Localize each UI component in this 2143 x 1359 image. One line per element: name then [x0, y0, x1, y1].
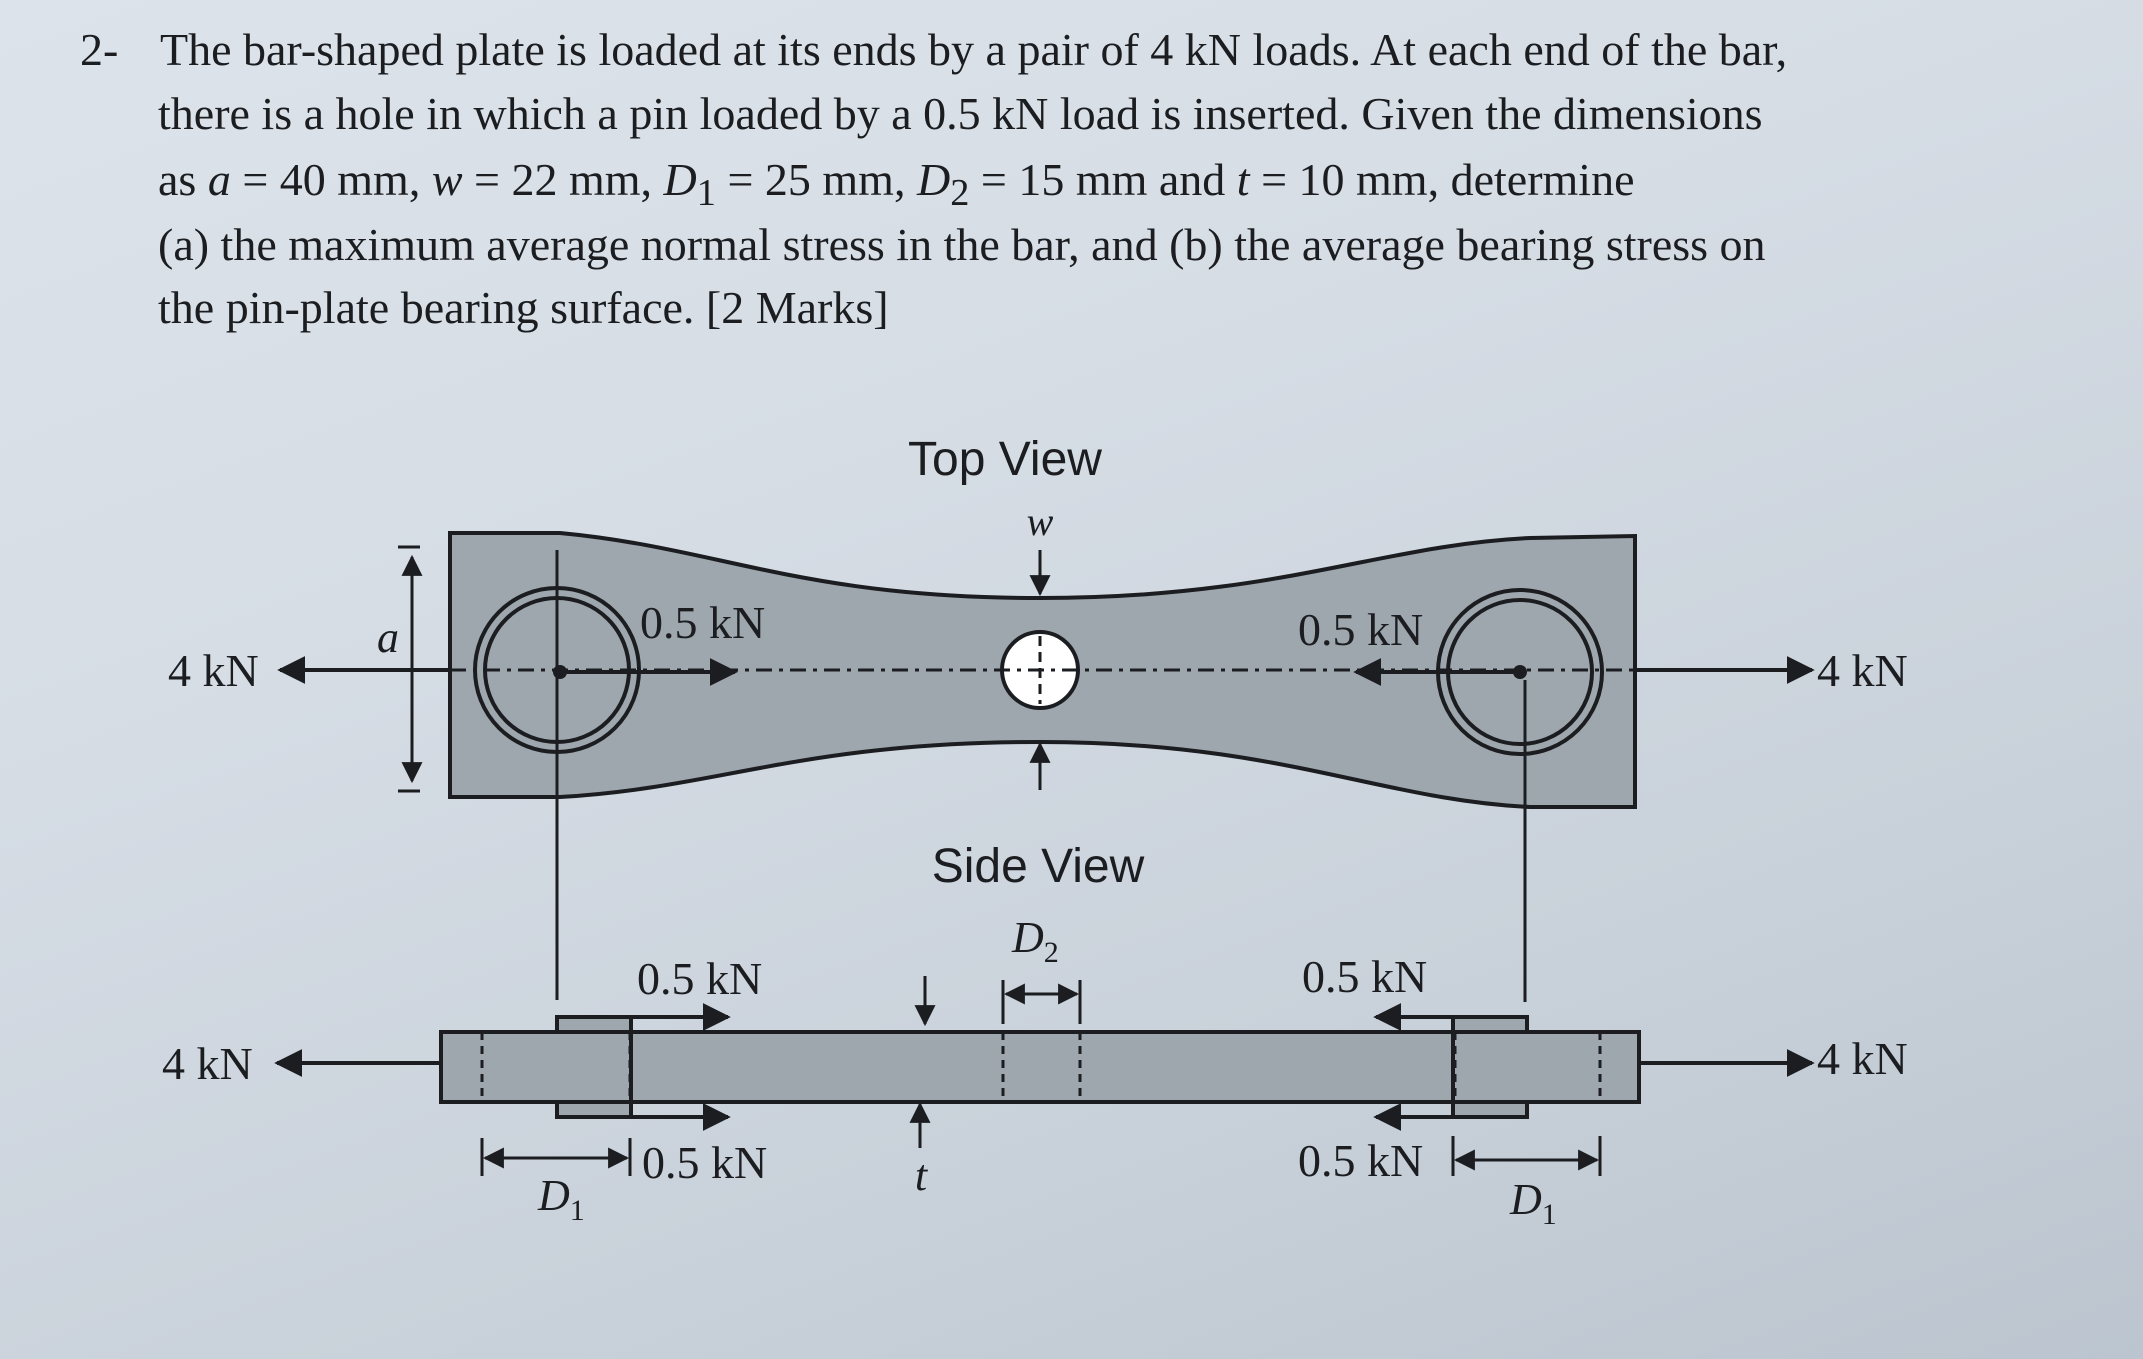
load-4kn-side-left-label: 4 kN [162, 1038, 253, 1089]
d1-label-left: D [538, 1171, 570, 1220]
t-label: t [914, 1151, 928, 1200]
problem-line-5: the pin-plate bearing surface. [2 Marks] [158, 282, 889, 333]
problem-line-4: (a) the maximum average normal stress in the bar, and (b) the average bearing stress on [158, 219, 1766, 270]
svg-text:D2: $D_2$ [1012, 913, 1059, 969]
load-4kn-top-left-label: 4 kN [168, 645, 259, 696]
problem-number: 2- [80, 24, 119, 75]
svg-text:D1: $D_1$ [538, 1171, 585, 1227]
pin-load-side-lower-left-label: 0.5 kN [642, 1137, 768, 1188]
pin-load-top-right-label: 0.5 kN [1298, 604, 1424, 655]
top-view-title: Top View [908, 433, 1102, 486]
pin-load-side-lower-right-label: 0.5 kN [1298, 1135, 1424, 1186]
d2-label: D [1012, 913, 1044, 962]
load-4kn-top-right-label: 4 kN [1817, 645, 1908, 696]
d1-label-right: D [1510, 1175, 1542, 1224]
problem-line-3: as a = 40 mm, w = 22 mm, $D_1 = 25$ mm, $D_2 = 15$ mm and t = 10 mm, determine [158, 154, 1635, 215]
w-label: w [1026, 499, 1054, 544]
problem-line-1: The bar-shaped plate is loaded at its ends by a pair of 4 kN loads. At each end of the bar, [160, 24, 1788, 75]
load-4kn-side-right-label: 4 kN [1817, 1033, 1908, 1084]
svg-text:D1: $D_1$ [1510, 1175, 1557, 1231]
side-view-title: Side View [931, 840, 1145, 893]
problem-line-2: there is a hole in which a pin loaded by a 0.5 kN load is inserted. Given the dimensions [158, 88, 1763, 139]
pin-load-side-upper-left-label: 0.5 kN [637, 953, 763, 1004]
a-label: a [377, 613, 399, 662]
pin-load-side-upper-right-label: 0.5 kN [1302, 951, 1428, 1002]
pin-load-top-left-label: 0.5 kN [640, 597, 766, 648]
